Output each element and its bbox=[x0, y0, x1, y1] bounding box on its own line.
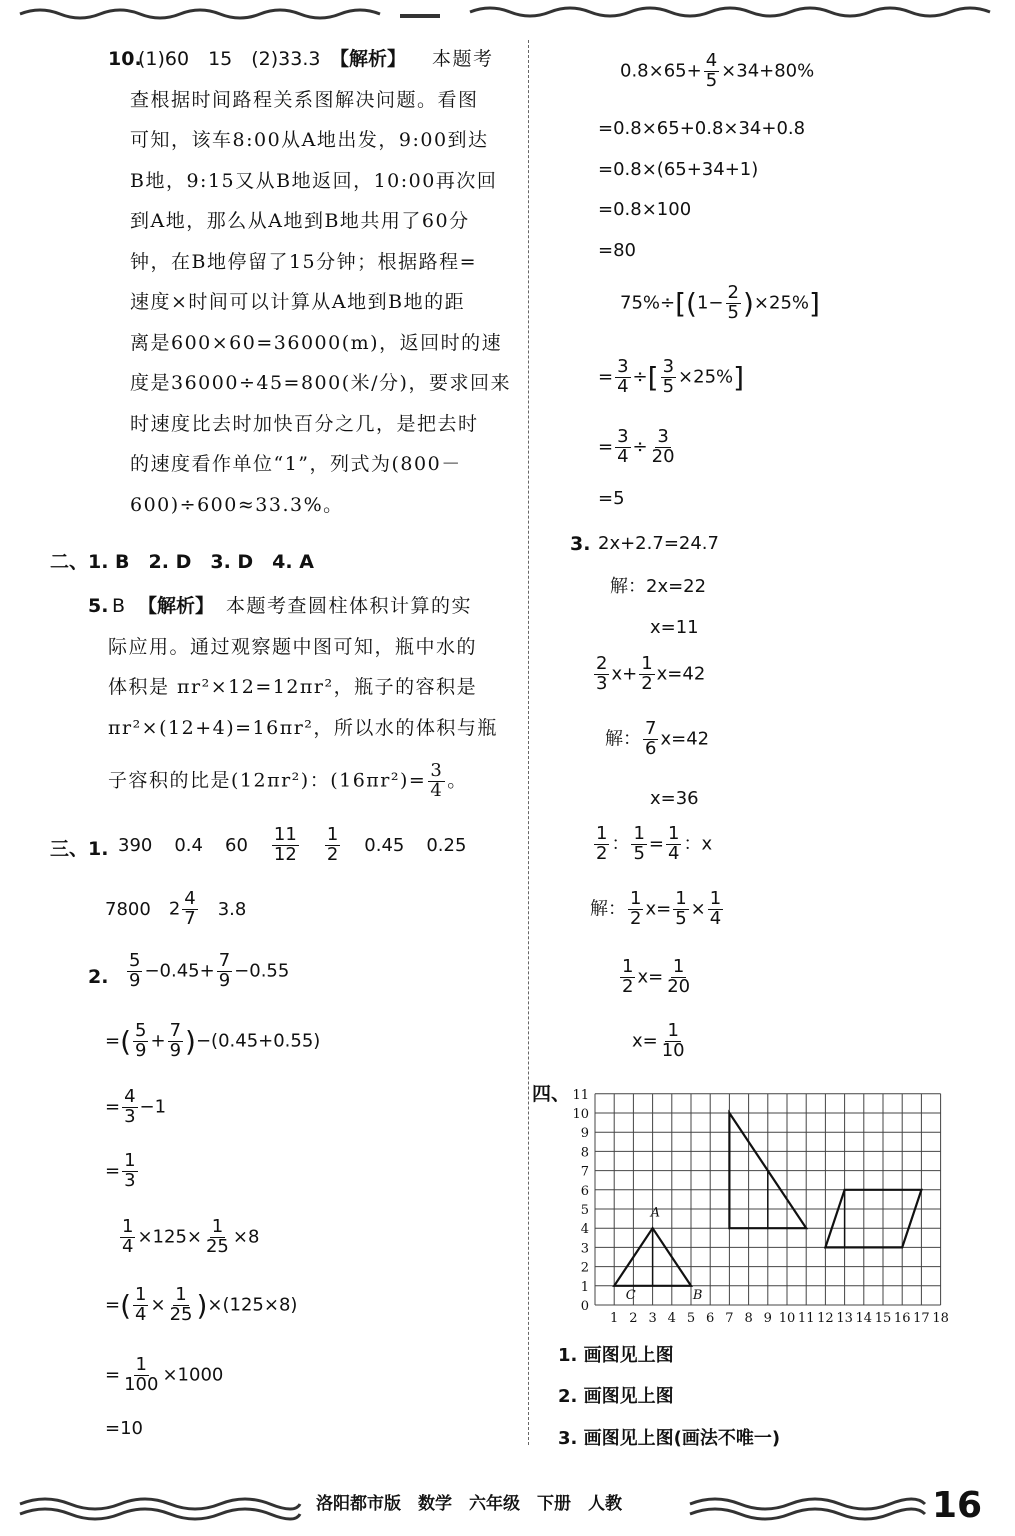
q5-ratio-fraction: $\frac{3}{4}$ bbox=[430, 760, 444, 801]
x-tick-label: 2 bbox=[629, 1311, 638, 1326]
q5-number: 5. bbox=[88, 595, 109, 617]
calc2-line4: =10 bbox=[105, 1418, 143, 1439]
x-tick-label: 14 bbox=[855, 1311, 873, 1326]
q10-line: 600)÷600≈33.3%。 bbox=[130, 493, 344, 516]
q10-line: 钟，在B地停留了15分钟；根据路程= bbox=[130, 250, 478, 273]
q10-number: 10. bbox=[108, 48, 142, 70]
footer-text: 洛阳都市版 数学 六年级 下册 人教 bbox=[316, 1494, 622, 1514]
r-line4: =0.8×100 bbox=[598, 199, 692, 220]
s-line4: =5 bbox=[598, 488, 625, 509]
s3-q1-row2: 7800 2 $\frac{4}{7}$ 3.8 bbox=[105, 888, 247, 929]
calc1-line4: = $\frac{1}{3}$ bbox=[105, 1150, 136, 1191]
q5-line: 子容积的比是(12πr²)：(16πr²)= bbox=[108, 769, 427, 792]
x-tick-label: 10 bbox=[778, 1311, 796, 1326]
y-tick-label: 1 bbox=[580, 1279, 589, 1295]
x-tick-label: 4 bbox=[667, 1311, 676, 1326]
point-label: A bbox=[650, 1205, 661, 1221]
x-tick-label: 8 bbox=[744, 1311, 753, 1326]
y-tick-label: 4 bbox=[580, 1222, 589, 1238]
point-label: B bbox=[692, 1288, 703, 1304]
calc2-line1: $\frac{1}{4}$ ×125× $\frac{1}{25}$ ×8 bbox=[122, 1216, 260, 1257]
x-tick-label: 1 bbox=[610, 1311, 619, 1326]
eq2-step1: 解： $\frac{7}{6}$ x=42 bbox=[605, 718, 710, 759]
q10-analysis-tag: 【解析】 bbox=[330, 48, 407, 70]
x-tick-label: 17 bbox=[913, 1311, 930, 1326]
page-number: 16 bbox=[932, 1485, 983, 1526]
y-tick-label: 2 bbox=[580, 1260, 589, 1276]
calc1-line3: = $\frac{4}{3}$ −1 bbox=[105, 1086, 167, 1127]
x-tick-label: 9 bbox=[763, 1311, 772, 1326]
eq3-step3: x= $\frac{1}{10}$ bbox=[632, 1020, 685, 1061]
s-line2: = $\frac{3}{4}$ ÷[ $\frac{3}{5}$ ×25%] bbox=[598, 356, 745, 397]
s-line3: = $\frac{3}{4}$ ÷ $\frac{3}{20}$ bbox=[598, 426, 675, 467]
eq1: 2x+2.7=24.7 bbox=[598, 533, 719, 554]
x-tick-label: 16 bbox=[893, 1311, 911, 1326]
q10-line: 可知，该车8:00从A地出发，9:00到达 bbox=[130, 129, 489, 151]
q5-answer: B bbox=[112, 595, 126, 617]
eq2-step2: x=36 bbox=[650, 788, 699, 809]
q5-line: 本题考查圆柱体积计算的实 bbox=[226, 595, 473, 617]
y-tick-label: 7 bbox=[580, 1164, 589, 1180]
top-border bbox=[0, 0, 1015, 22]
calc2-line3: = $\frac{1}{100}$ ×1000 bbox=[105, 1354, 224, 1395]
y-tick-label: 10 bbox=[572, 1107, 589, 1122]
y-tick-label: 11 bbox=[572, 1087, 589, 1103]
x-tick-label: 15 bbox=[874, 1311, 892, 1326]
eq2: $\frac{2}{3}$ x+ $\frac{1}{2}$ x=42 bbox=[596, 653, 706, 694]
q5-line: 际应用。通过观察题中图可知，瓶中水的 bbox=[108, 635, 478, 658]
q10-line: 速度×时间可以计算从A地到B地的距 bbox=[130, 291, 466, 313]
x-tick-label: 11 bbox=[797, 1311, 815, 1326]
s3-q1-row1: 390 0.4 60 $\frac{11}{12}$ $\frac{1}{2}$ 0.45 0.25 bbox=[118, 824, 467, 865]
point-label: C bbox=[625, 1288, 636, 1304]
calc1-line1: $\frac{5}{9}$ −0.45+ $\frac{7}{9}$ −0.55 bbox=[129, 950, 290, 991]
answer-1: 1. 画图见上图 bbox=[558, 1345, 674, 1366]
s-line1: 75%÷[(1− $\frac{2}{5}$ )×25%] bbox=[620, 282, 820, 323]
section-4-head: 四、 bbox=[532, 1083, 571, 1105]
parallelogram-shape bbox=[825, 1190, 921, 1248]
s3-q2-number: 2. bbox=[88, 966, 109, 988]
y-tick-label: 8 bbox=[580, 1145, 589, 1161]
y-tick-label: 9 bbox=[580, 1126, 589, 1142]
x-tick-label: 7 bbox=[725, 1311, 734, 1326]
calc2-line2: =( $\frac{1}{4}$ × $\frac{1}{25}$ )×(125×8) bbox=[105, 1284, 298, 1325]
y-tick-label: 0 bbox=[580, 1299, 589, 1314]
q5-line: 体积是 πr²×12=12πr²，瓶子的容积是 bbox=[108, 676, 478, 698]
q5-line: πr²×(12+4)=16πr²，所以水的体积与瓶 bbox=[108, 716, 498, 739]
answer-2: 2. 画图见上图 bbox=[558, 1386, 674, 1407]
coordinate-grid bbox=[540, 1080, 949, 1330]
q10-line: 时速度比去时加快百分之几，是把去时 bbox=[130, 412, 479, 435]
section-2-answers: 1. B 2. D 3. D 4. A bbox=[88, 551, 314, 573]
eq1-step1: 解：2x=22 bbox=[610, 576, 707, 597]
eq1-step2: x=11 bbox=[650, 617, 699, 638]
y-tick-label: 5 bbox=[580, 1203, 589, 1218]
q10-line: 查根据时间路程关系图解决问题。看图 bbox=[130, 88, 479, 111]
x-tick-label: 6 bbox=[706, 1311, 715, 1326]
section-2-head: 二、 bbox=[50, 551, 89, 573]
x-tick-label: 5 bbox=[686, 1311, 696, 1326]
r-line5: =80 bbox=[598, 240, 636, 261]
r-line1: 0.8×65+ $\frac{4}{5}$ ×34+80% bbox=[620, 50, 815, 91]
x-tick-label: 12 bbox=[817, 1311, 834, 1326]
y-tick-label: 6 bbox=[580, 1183, 589, 1199]
section-3-head: 三、 bbox=[50, 838, 89, 860]
q10-line: B地，9:15又从B地返回，10:00再次回 bbox=[130, 169, 498, 192]
eq3-step2: $\frac{1}{2}$ x= $\frac{1}{20}$ bbox=[622, 956, 691, 997]
x-tick-label: 18 bbox=[932, 1311, 949, 1326]
q10-line: 的速度看作单位“1”，列式为(800－ bbox=[130, 453, 462, 475]
r-line3: =0.8×(65+34+1) bbox=[598, 159, 759, 180]
eq3-step1: 解： $\frac{1}{2}$ x= $\frac{1}{5}$ × $\frac{1}{4}$ bbox=[590, 888, 722, 929]
q10-answer: (1)60 15 (2)33.3 bbox=[138, 48, 321, 70]
y-tick-label: 3 bbox=[580, 1241, 589, 1257]
q3-number: 3. bbox=[570, 533, 591, 555]
calc1-line2: =( $\frac{5}{9}$ + $\frac{7}{9}$ )−(0.45+0.55) bbox=[105, 1020, 321, 1061]
q10-line: 到A地，那么从A地到B地共用了60分 bbox=[130, 210, 470, 232]
q10-analysis bbox=[130, 39, 511, 525]
x-tick-label: 3 bbox=[648, 1311, 657, 1326]
q10-line: 离是600×60=36000(m)，返回时的速 bbox=[130, 331, 503, 354]
q10-line: 度是36000÷45=800(米/分)，要求回来 bbox=[130, 372, 511, 394]
column-divider bbox=[528, 40, 529, 1445]
q5-analysis bbox=[108, 586, 498, 748]
q5-analysis-tag: 【解析】 bbox=[138, 595, 215, 617]
answer-3: 3. 画图见上图(画法不唯一) bbox=[558, 1428, 781, 1449]
q10-line: 本题考 bbox=[432, 48, 494, 70]
eq3: $\frac{1}{2}$ ： $\frac{1}{5}$ = $\frac{1}{4}$ ：x bbox=[596, 823, 713, 864]
s3-q1-number: 1. bbox=[88, 838, 109, 860]
x-tick-label: 13 bbox=[836, 1311, 853, 1326]
r-line2: =0.8×65+0.8×34+0.8 bbox=[598, 118, 806, 139]
q5-last-line: 子容积的比是(12πr²)：(16πr²)= $\frac{3}{4}$ 。 bbox=[108, 760, 468, 801]
